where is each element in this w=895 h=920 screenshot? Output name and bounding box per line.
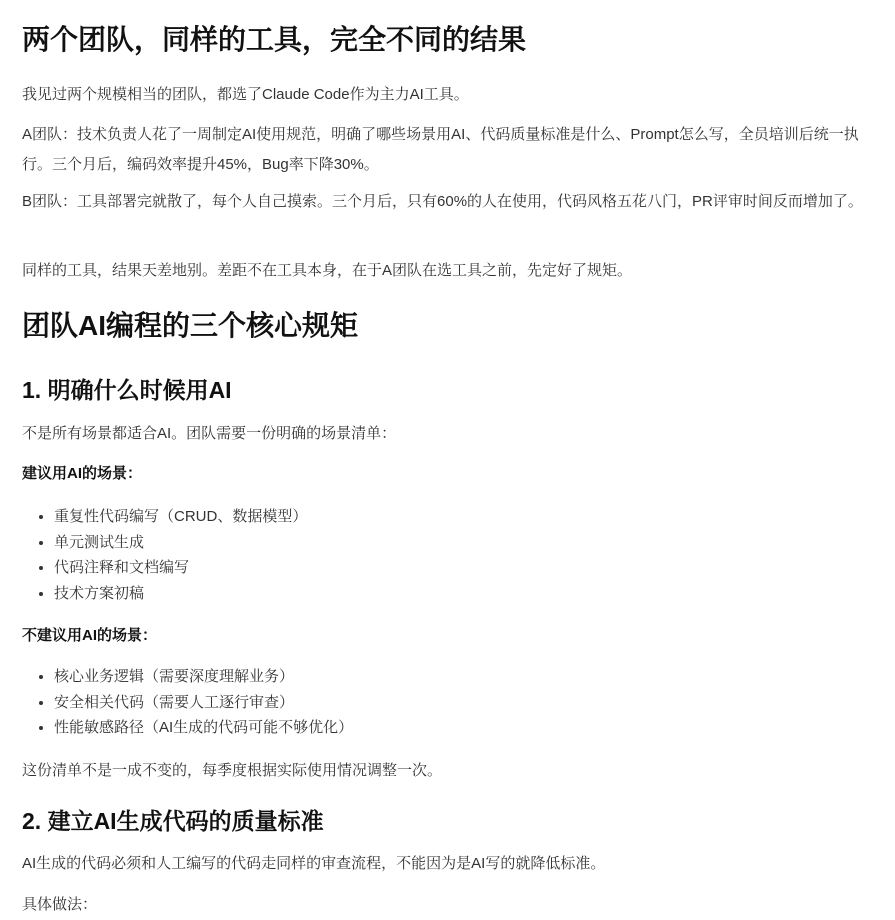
list-item: • 核心业务逻辑（需要深度理解业务） [54, 664, 895, 690]
rule1-outro: 这份清单不是一成不变的，每季度根据实际使用情况调整一次。 [22, 762, 443, 779]
rule2-heading: 2. 建立AI生成代码的质量标准 [22, 808, 324, 834]
conclusion-paragraph: 同样的工具，结果天差地别。差距不在工具本身，在于A团队在选工具之前，先定好了规矩。 [22, 262, 633, 279]
not-recommended-label: 不建议用AI的场景： [22, 627, 158, 644]
page-title: 两个团队，同样的工具，完全不同的结果 [22, 24, 527, 55]
team-a-paragraph: A团队：技术负责人花了一周制定AI使用规范，明确了哪些场景用AI、代码质量标准是什么、Prompt怎么写，全员培训后统一执行。三个月后，编码效率提升45%，Bug率下降30%。 [22, 126, 859, 173]
team-b-paragraph: B团队：工具部署完就散了，每个人自己摸索。三个月后，只有60%的人在使用，代码风格五花八门，PR评审时间反而增加了。 [22, 193, 863, 210]
not-recommended-list [22, 664, 895, 741]
list-item: • 重复性代码编写（CRUD、数据模型） [54, 504, 895, 530]
rule2-intro: AI生成的代码必须和人工编写的代码走同样的审查流程，不能因为是AI写的就降低标准。 [22, 855, 606, 872]
recommended-label: 建议用AI的场景： [22, 465, 143, 482]
recommended-list [22, 504, 895, 606]
section-heading: 团队AI编程的三个核心规矩 [22, 310, 359, 341]
list-item: • 技术方案初稿 [54, 581, 895, 607]
rule1-intro: 不是所有场景都适合AI。团队需要一份明确的场景清单： [22, 425, 397, 442]
list-item: • 性能敏感路径（AI生成的代码可能不够优化） [54, 715, 895, 741]
list-item: • 代码注释和文档编写 [54, 555, 895, 581]
list-item: • 单元测试生成 [54, 530, 895, 556]
list-item: • 安全相关代码（需要人工逐行审查） [54, 690, 895, 716]
rule1-heading: 1. 明确什么时候用AI [22, 377, 232, 403]
rule2-cutoff-text: 具体做法： [22, 896, 98, 913]
intro-paragraph: 我见过两个规模相当的团队，都选了Claude Code作为主力AI工具。 [22, 86, 469, 103]
